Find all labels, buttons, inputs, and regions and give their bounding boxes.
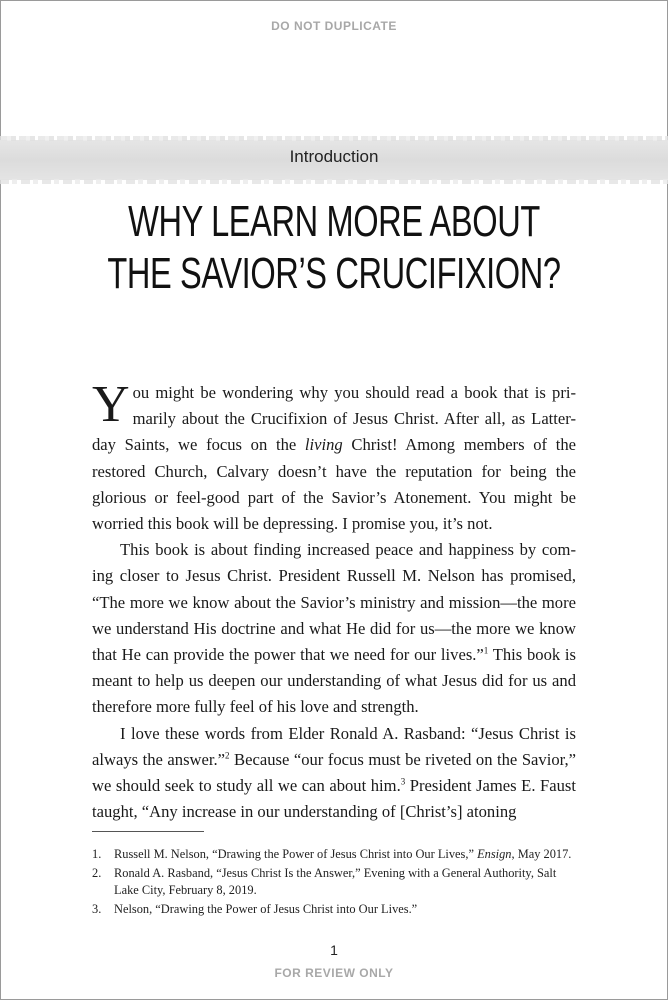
footnote-text — [114, 901, 576, 918]
band-edge-top — [0, 136, 668, 141]
body-text — [92, 376, 576, 825]
paragraph-2 — [92, 537, 576, 720]
chapter-title — [87, 196, 581, 300]
footnote-text — [114, 865, 576, 899]
footnote-1 — [92, 846, 576, 863]
paragraph-2-text-a: This book is about finding increased peace and happiness by coming closer to Jesus Christ. President Russell M. Nelson has promised, “The more we know about the Savior’s ministry and mission—the more we understand His doctrine and what He did for us—the more we know that He can provide the power that we need for our lives.” — [92, 540, 576, 665]
footnote-emphasis: Ensign — [477, 847, 512, 861]
footnote-text-b: , May 2017. — [511, 847, 572, 861]
drop-cap: Y — [92, 376, 130, 433]
paragraph-1-text-b: Christ! Among members of the restored Church, Calvary doesn’t have the reputation for being the glorious or feel-good part of the Savior’s Atonement. You might be worried this book will be depressing. I promise you, it’s not. — [92, 435, 576, 534]
footnote-2 — [92, 865, 576, 899]
footnote-ref-3[interactable]: 3 — [400, 776, 406, 787]
page-number: 1 — [330, 942, 338, 958]
paragraph-1-emphasis: living — [304, 435, 343, 455]
watermark-top: DO NOT DUPLICATE — [271, 19, 397, 33]
footnote-3 — [92, 901, 576, 918]
footnotes — [92, 846, 576, 920]
paragraph-3-text-a: I love these words from Elder Ronald A. Rasband: “Jesus Christ is always the answer.” — [92, 723, 576, 769]
footnote-text-a: Russell M. Nelson, “Drawing the Power of Jesus Christ into Our Lives,” — [114, 847, 478, 861]
paragraph-2-text-b: This book is meant to help us deepen our understanding of what Jesus did for us and therefore more fully feel of his love and strength. — [92, 645, 576, 717]
paragraph-3 — [92, 721, 576, 826]
footnote-ref-2[interactable]: 2 — [225, 750, 230, 761]
footnote-number: 1. — [92, 847, 102, 861]
footnote-divider — [92, 831, 204, 832]
footnote-ref-1[interactable]: 1 — [483, 645, 489, 656]
paragraph-1-text-a: ou might be wondering why you should read a book that is primarily about the Crucifixion of Jesus Christ. After all, as Latter-day Saints, we focus on the — [92, 383, 576, 455]
footnote-text-a: Nelson, “Drawing the Power of Jesus Christ into Our Lives.” — [114, 902, 418, 916]
footnote-number: 2. — [92, 866, 102, 880]
watermark-bottom: FOR REVIEW ONLY — [274, 966, 394, 980]
paragraph-3-text-c: President James E. Faust taught, “Any increase in our understanding of [Christ’s] atoning — [92, 776, 576, 822]
footnote-text-a: Ronald A. Rasband, “Jesus Christ Is the Answer,” Evening with a General Authority, Salt Lake City, February 8, 2019. — [114, 866, 557, 897]
chapter-title-line-2: THE SAVIOR’S CRUCIFIXION? — [107, 249, 561, 298]
footnote-number: 3. — [92, 902, 102, 916]
paragraph-1 — [92, 376, 576, 537]
band-edge-bottom — [0, 179, 668, 184]
footnote-text — [114, 846, 576, 863]
chapter-title-line-1: WHY LEARN MORE ABOUT — [128, 197, 540, 246]
paragraph-3-text-b: Because “our focus must be riveted on the Savior,” we should seek to study all we can about him. — [92, 749, 576, 796]
section-label: Introduction — [289, 147, 379, 166]
